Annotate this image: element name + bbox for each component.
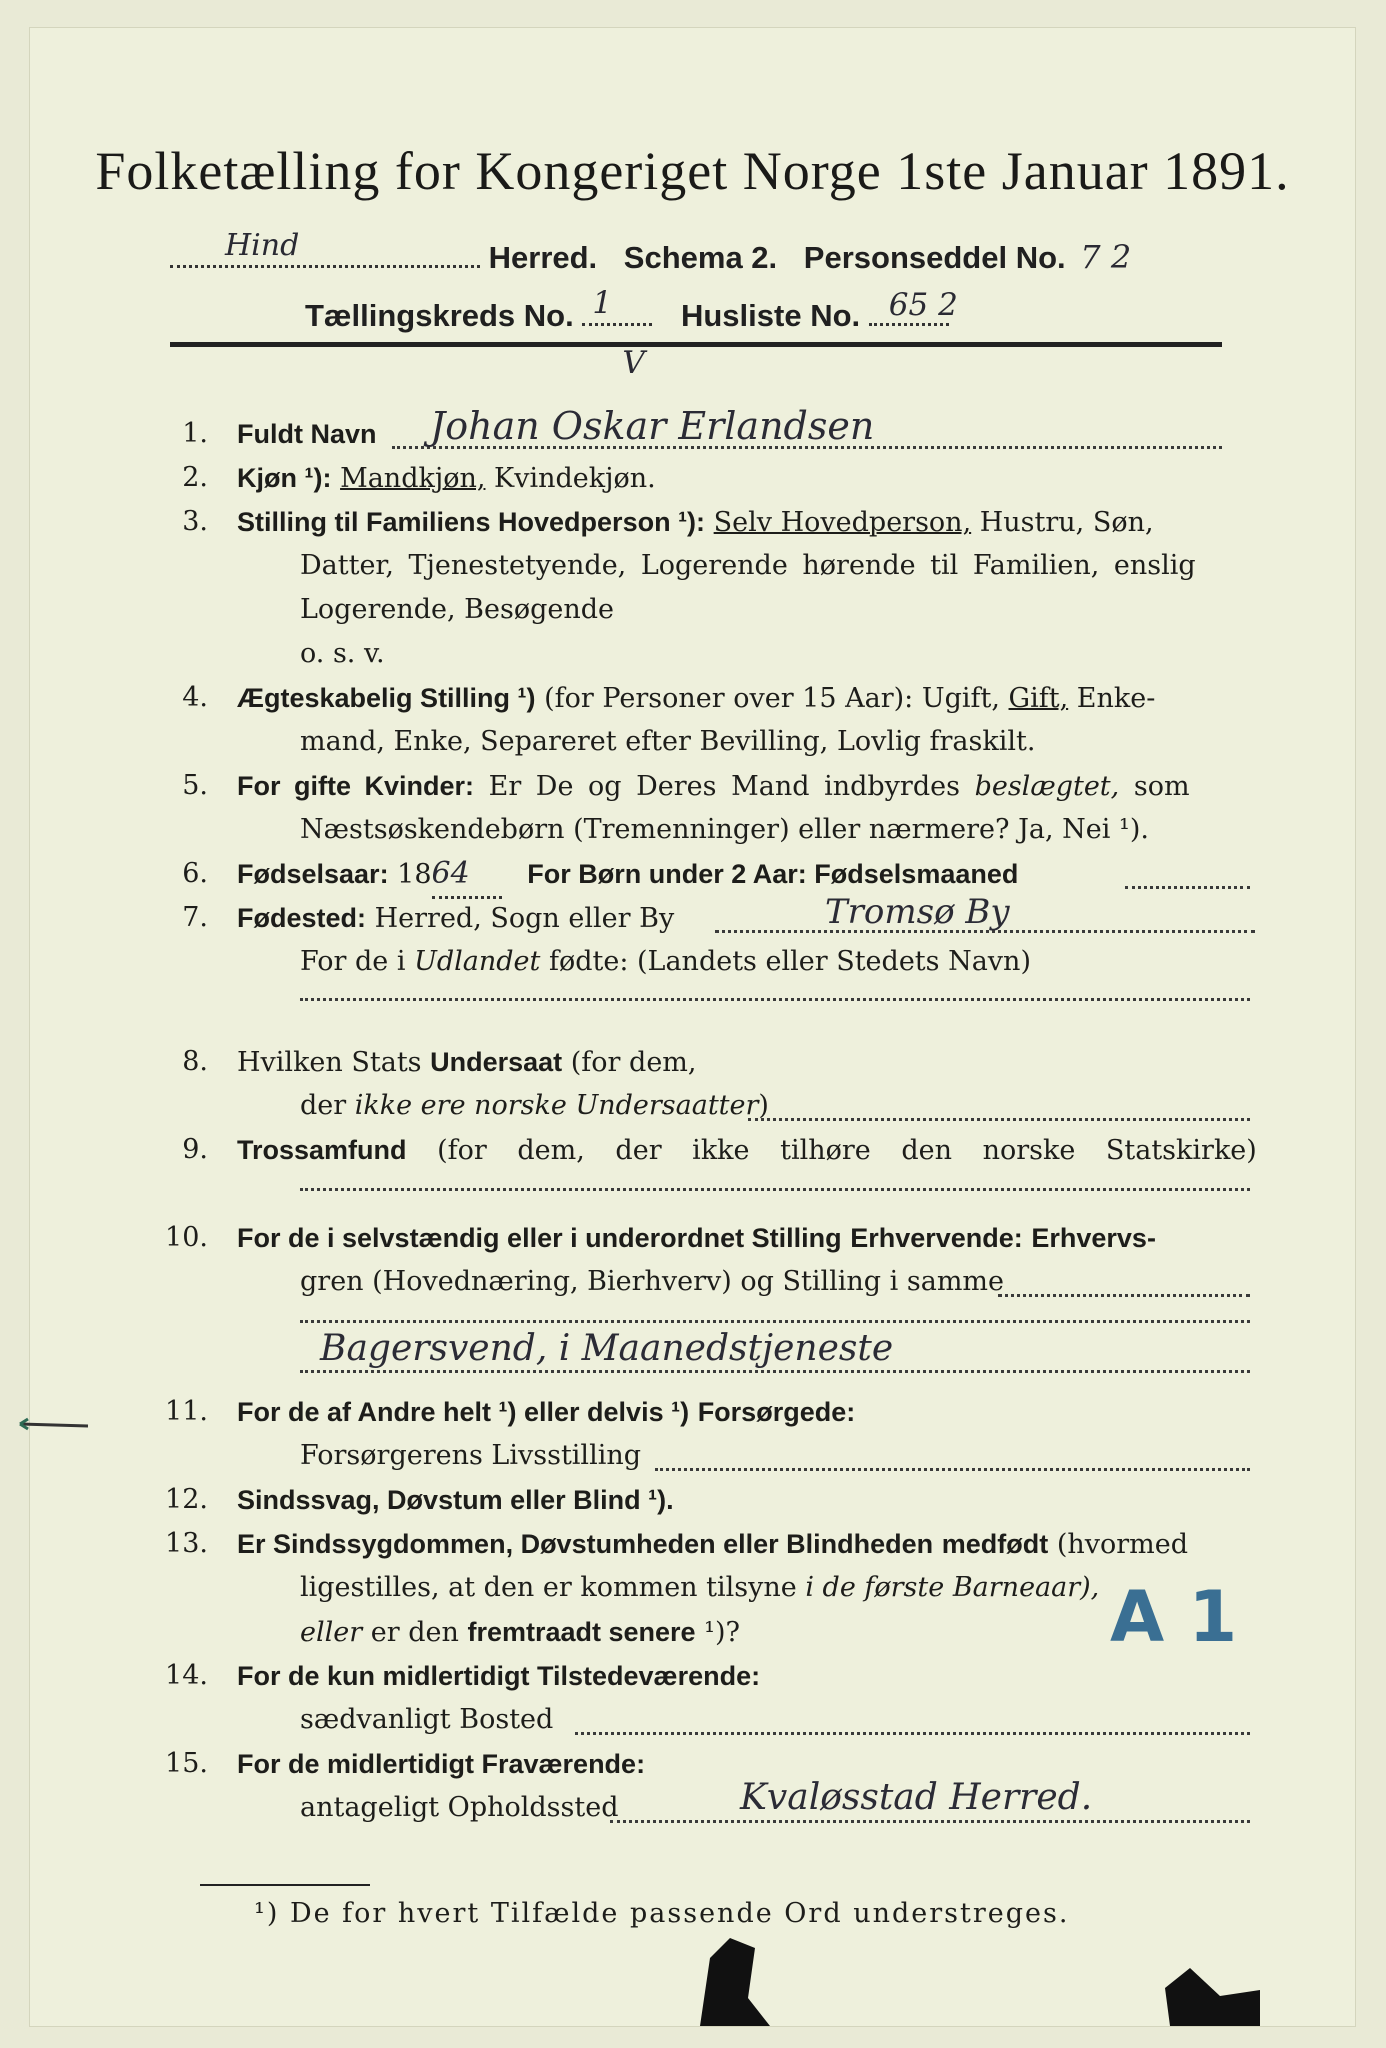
answer-line xyxy=(300,1370,1250,1373)
question-label: Trossamfund xyxy=(237,1135,407,1165)
options-text: Erhvervs- xyxy=(1031,1223,1156,1253)
question-number: 6. xyxy=(182,858,208,889)
question-number: 15. xyxy=(165,1748,208,1779)
question-label: Kjøn ¹): xyxy=(237,463,332,493)
options-text: Er De og Deres Mand indbyrdes xyxy=(488,771,960,802)
answer-line xyxy=(575,1732,1250,1735)
options-text: (for dem, der ikke tilhøre den norske Statskirke) xyxy=(437,1135,1257,1166)
options-text: antageligt Opholdssted xyxy=(300,1792,619,1823)
options-text: For de i selvstændig eller i underordnet Stilling xyxy=(237,1223,842,1253)
question-text xyxy=(237,1478,1235,1523)
options-text: Er Sindssygdommen, Døvstumheden eller Blindheden xyxy=(237,1529,934,1559)
question-text xyxy=(237,1522,1235,1567)
birth-year-answer: 64 xyxy=(432,852,502,899)
question-label: Fødselsaar: xyxy=(237,859,389,889)
answer-line xyxy=(300,998,1250,1001)
kreds-extra: V xyxy=(622,345,645,381)
footnote: ¹) De for hvert Tilfælde passende Ord understreges. xyxy=(254,1898,1070,1929)
husliste-label: Husliste No. xyxy=(680,298,861,333)
herred-field xyxy=(170,228,480,268)
kreds-value: 1 xyxy=(592,285,613,321)
options-text: Forsørgerens Livsstilling xyxy=(300,1440,642,1471)
options-text: der xyxy=(300,1090,347,1121)
kreds-row xyxy=(305,285,958,381)
schema-label: Schema 2. xyxy=(623,240,778,275)
option-selected: Gift, xyxy=(1008,683,1069,714)
options-text: fødte: (Landets eller Stedets Navn) xyxy=(548,946,1031,977)
year-prefix: 18 xyxy=(397,859,432,890)
question-number: 13. xyxy=(165,1528,208,1559)
question-text xyxy=(237,500,1235,545)
question-label: For gifte Kvinder: xyxy=(237,771,475,801)
question-number: 11. xyxy=(165,1396,208,1427)
options-text: ikke ere norske Undersaatter xyxy=(354,1090,759,1121)
answer-line xyxy=(748,1118,1250,1121)
options-text: sædvanligt Bosted xyxy=(300,1704,554,1735)
question-number: 8. xyxy=(182,1046,208,1077)
options-text: Datter, Tjenestetyende, Logerende hørende til Familien, enslig xyxy=(300,550,1196,581)
question-text xyxy=(237,1654,1235,1699)
census-form-page xyxy=(30,28,1355,2026)
question-text xyxy=(300,1610,1235,1655)
options-text: beslægtet, xyxy=(974,771,1120,802)
question-label: For de midlertidigt Fraværende: xyxy=(237,1749,646,1779)
options-text: Næstsøskendebørn (Tremenninger) eller nærmere? Ja, Nei ¹). xyxy=(300,814,1149,845)
herred-value: Hind xyxy=(225,228,300,263)
options-text: ligestilles, at den er kommen tilsyne xyxy=(300,1572,797,1603)
question-label: Fuldt Navn xyxy=(237,419,377,449)
kreds-label: Tællingskreds No. xyxy=(305,298,574,333)
question-number: 12. xyxy=(165,1484,208,1515)
question-number: 9. xyxy=(182,1134,208,1165)
answer-line xyxy=(1125,886,1250,889)
question-label: For Børn under 2 Aar: Fødselsmaaned xyxy=(527,859,1019,889)
question-number: 4. xyxy=(182,682,208,713)
answer-line xyxy=(610,1820,1250,1823)
kreds-field xyxy=(582,285,652,381)
question-text xyxy=(300,940,1235,984)
option-selected: Selv Hovedperson, xyxy=(713,507,972,538)
options-text: mand, Enke, Separeret efter Bevilling, Lovlig fraskilt. xyxy=(300,726,1036,757)
question-label: Sindssvag, Døvstum eller Blind ¹). xyxy=(237,1485,674,1515)
question-label: Ægteskabelig Stilling ¹) xyxy=(237,683,536,713)
question-label: Hvilken Stats xyxy=(237,1047,422,1078)
absence-location-answer: Kvaløsstad Herred. xyxy=(740,1777,1093,1818)
question-text xyxy=(237,1216,1235,1261)
question-number: 10. xyxy=(165,1222,208,1253)
options-text: Udlandet xyxy=(414,946,541,977)
question-label: Fødested: xyxy=(237,903,367,933)
form-title: Folketælling for Kongeriget Norge 1ste Januar 1891. xyxy=(95,141,1290,201)
question-text xyxy=(237,1390,1235,1435)
husliste-field xyxy=(869,287,958,326)
options-text: Hustru, Søn, xyxy=(979,507,1154,538)
personseddel-value: 7 2 xyxy=(1080,238,1132,276)
question-text xyxy=(237,1128,1257,1173)
options-text: Logerende, Besøgende xyxy=(300,594,614,625)
question-text xyxy=(237,456,1235,501)
question-label: fremtraadt senere xyxy=(467,1617,696,1647)
question-label: Stilling til Familiens Hovedperson ¹): xyxy=(237,507,706,537)
question-text xyxy=(300,1566,1235,1610)
options-text: eller xyxy=(300,1617,363,1648)
question-text xyxy=(237,1040,1235,1085)
options-text: er den xyxy=(370,1617,459,1648)
question-text xyxy=(237,896,1235,941)
options-text: ¹)? xyxy=(704,1617,740,1648)
question-text: der ikke ere norske Undersaatter) xyxy=(300,1090,769,1121)
options-text: (for dem, xyxy=(570,1047,697,1078)
question-number: 3. xyxy=(182,506,208,537)
options-text: Enke- xyxy=(1076,683,1156,714)
question-number: 1. xyxy=(182,418,208,449)
name-answer: Johan Oskar Erlandsen xyxy=(430,404,875,448)
question-number: 5. xyxy=(182,770,208,801)
answer-line xyxy=(998,1294,1250,1297)
blue-annotation: A 1 xyxy=(1110,1576,1238,1658)
options-text: (for Personer over 15 Aar): Ugift, xyxy=(544,683,1000,714)
options-text: For de i xyxy=(300,946,406,977)
options-text: som xyxy=(1133,771,1190,802)
options-text: For de af Andre helt ¹) eller delvis ¹) xyxy=(237,1397,690,1427)
answer-line xyxy=(300,1320,1250,1323)
question-label: For de kun midlertidigt Tilstedeværende: xyxy=(237,1661,761,1691)
question-label: medfødt xyxy=(941,1529,1049,1559)
option-selected: Mandkjøn, xyxy=(340,463,486,494)
question-text xyxy=(237,676,1235,721)
birthplace-answer: Tromsø By xyxy=(825,892,1010,932)
herred-row xyxy=(170,228,1132,276)
footnote-divider xyxy=(200,1884,370,1886)
margin-arrow-mark xyxy=(18,1414,98,1434)
question-label: Forsørgede: xyxy=(697,1397,856,1427)
answer-line xyxy=(300,1188,1250,1191)
options-text: Herred, Sogn eller By xyxy=(374,903,675,934)
options-text: o. s. v. xyxy=(300,638,385,669)
question-number: 14. xyxy=(165,1660,208,1691)
question-number: 7. xyxy=(182,902,208,933)
option: Kvindekjøn. xyxy=(494,463,656,494)
options-text: gren (Hovednæring, Bierhverv) og Stilling i samme xyxy=(300,1266,1005,1297)
husliste-value: 65 2 xyxy=(888,287,958,323)
options-text: i de første Barneaar), xyxy=(805,1572,1100,1603)
herred-label: Herred. xyxy=(488,240,598,275)
answer-line xyxy=(655,1468,1250,1471)
question-label: Erhvervende: xyxy=(850,1223,1023,1253)
occupation-answer: Bagersvend, i Maanedstjeneste xyxy=(320,1328,894,1369)
torn-edge-marks xyxy=(700,1918,1260,2026)
question-text xyxy=(237,764,1235,809)
personseddel-label: Personseddel No. xyxy=(803,240,1066,275)
question-label: Undersaat xyxy=(430,1047,563,1077)
header-divider xyxy=(170,342,1222,347)
question-number: 2. xyxy=(182,462,208,493)
question-text xyxy=(237,852,1235,899)
options-text: (hvormed xyxy=(1056,1529,1189,1560)
